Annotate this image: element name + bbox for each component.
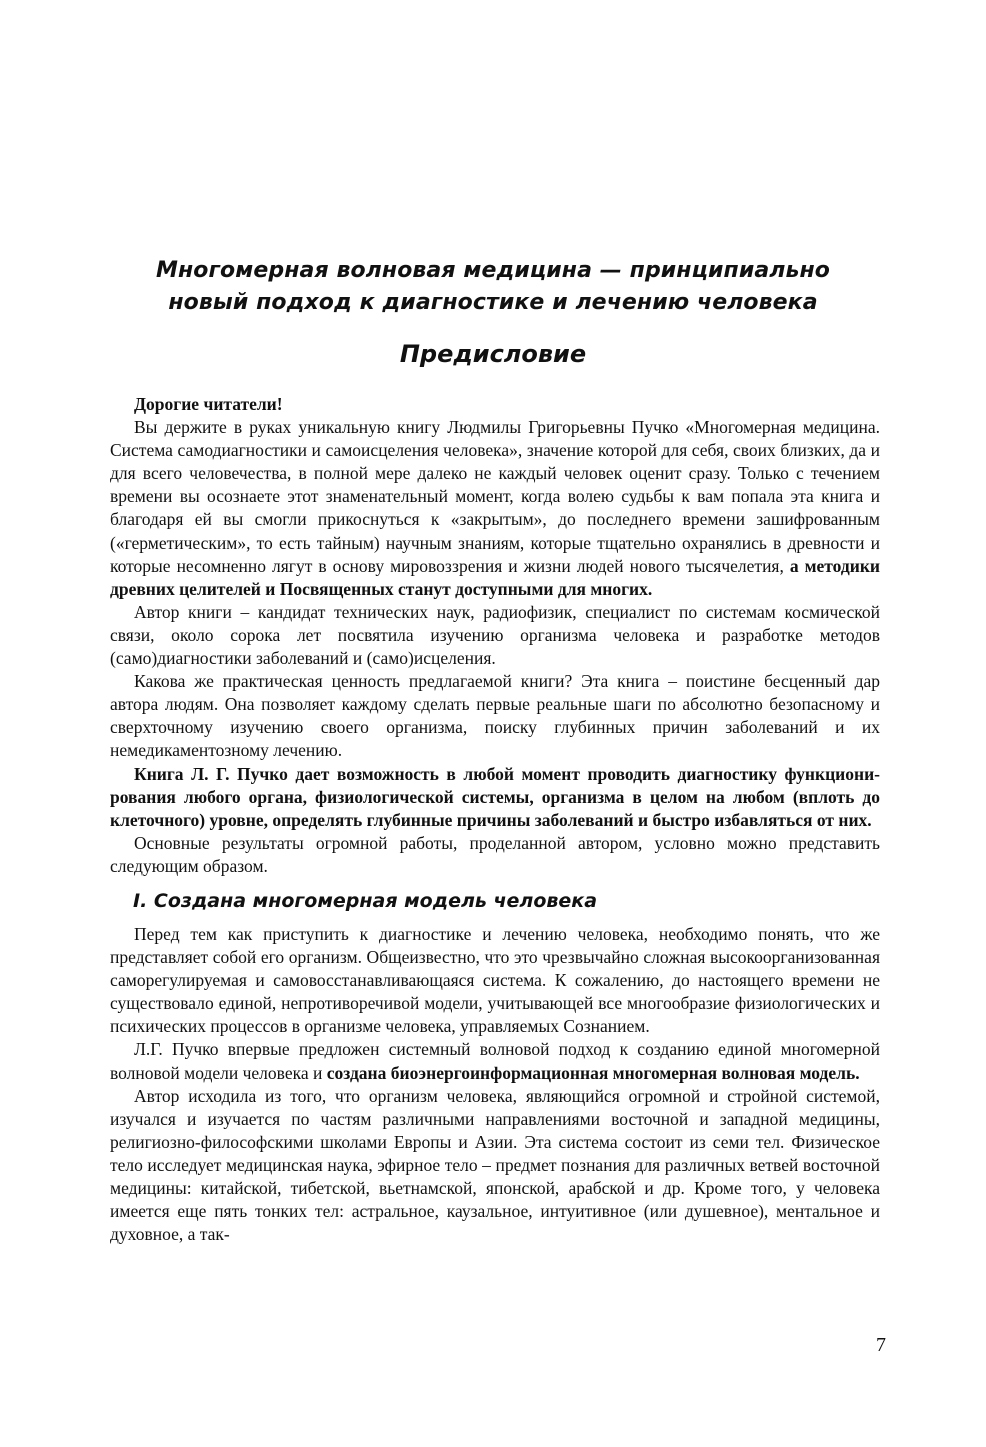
chapter-heading	[100, 255, 886, 319]
section-1-paragraph-3: Автор исходила из того, что организм человека, являющийся огромной и стройной системой, изучался и изучается по частям различными направлениями восточной и западной медицины, религиозно-философскими школами Европы и Азии. Эта система состоит из семи тел. Физическое тело исследует медицинская наука, эфирное тело – предмет познания для различных ветвей восточной медицины: китайской, тибетской, вьетнамской, японской, арабской и др. Кроме того, у человека имеется еще пять тонких тел: астральное, каузальное, интуитивное (или душевное), ментальное и духовное, а так-	[110, 1085, 880, 1245]
paragraph-5: Основные результаты огромной работы, проделанной автором, условно можно представить следующим образом.	[110, 832, 880, 876]
paragraph-3: Какова же практическая ценность предлагаемой книги? Эта книга – поистине бесценный дар автора людям. Она позволяет каждому сделать первые реальные шаги по абсолютно безопасному и сверхточному изучению своего организма, поиску глубинных причин заболеваний и их немедикаментозному лечению.	[110, 671, 880, 761]
section-1-paragraph-2-text: Л.Г. Пучко впервые предложен системный волновой подход к созданию единой многомерной волновой модели человека и	[110, 1039, 880, 1083]
paragraph-2: Автор книги – кандидат технических наук, радиофизик, специалист по системам космической связи, около сорока лет посвятила изучению организма человека и разработке методов (само)диагностики заболеваний и (само)исцеления.	[110, 601, 880, 669]
paragraph-1-bold: а методики древних целителей и Посвященных станут доступными для многих.	[110, 555, 881, 599]
paragraph-4-bold: Книга Л. Г. Пучко дает возможность в любой момент проводить диагностику функционирования любого органа, физиологической системы, организма в целом на любом (вплоть до клеточного) уровне, определять глубинные причины заболеваний и быстро избавляться от них.	[110, 763, 880, 830]
preface-body	[110, 393, 880, 878]
section-1-title: I. Создана многомерная модель человека	[133, 890, 598, 912]
chapter-heading-line-1: Многомерная волновая медицина — принципиально	[155, 258, 831, 283]
section-1-paragraph-1: Перед тем как приступить к диагностике и лечению человека, необходимо понять, что же представляет собой его организм. Общеизвестно, что это чрезвычайно сложная высокоорганизованная саморегулируемая и самовосстанавливающаяся система. К сожалению, до настоящего времени не существовало единой, непротиворечивой модели, учитывающей все многообразие физиологических и психических процессов в организме человека, управляемых Сознанием.	[110, 924, 880, 1037]
chapter-heading-line-2: новый подход к диагностике и лечению человека	[168, 290, 818, 315]
section-1-paragraph-2-bold: создана биоэнергоинформационная многомерная волновая модель.	[326, 1062, 860, 1083]
paragraph-4	[110, 763, 880, 832]
section-1-paragraph-2	[110, 1038, 880, 1084]
greeting: Дорогие читатели!	[134, 394, 283, 414]
paragraph-1-text: Вы держите в руках уникальную книгу Людмилы Григорьевны Пучко «Многомерная медицина. Система самодиагностики и самоисцеления человека», значение которой для себя, своих близких, да и для всего человечества, в полной мере далеко не каждый человек оценит сразу. Только с течением времени вы осознаете этот знаменательный момент, когда волею судьбы к вам попала эта книга и благодаря ей вы смогли прикоснуться к «закрытым», до последнего времени зашифрованным («герметическим», то есть тайным) научным знаниям, которые тщательно охранялись в древности и которые несомненно лягут в основу мировоззрения и жизни людей нового тысячелетия,	[110, 417, 880, 576]
page-number: 7	[876, 1334, 886, 1356]
preface-title: Предисловие	[399, 340, 587, 368]
section-1-body	[110, 923, 880, 1246]
paragraph-1	[110, 416, 880, 601]
